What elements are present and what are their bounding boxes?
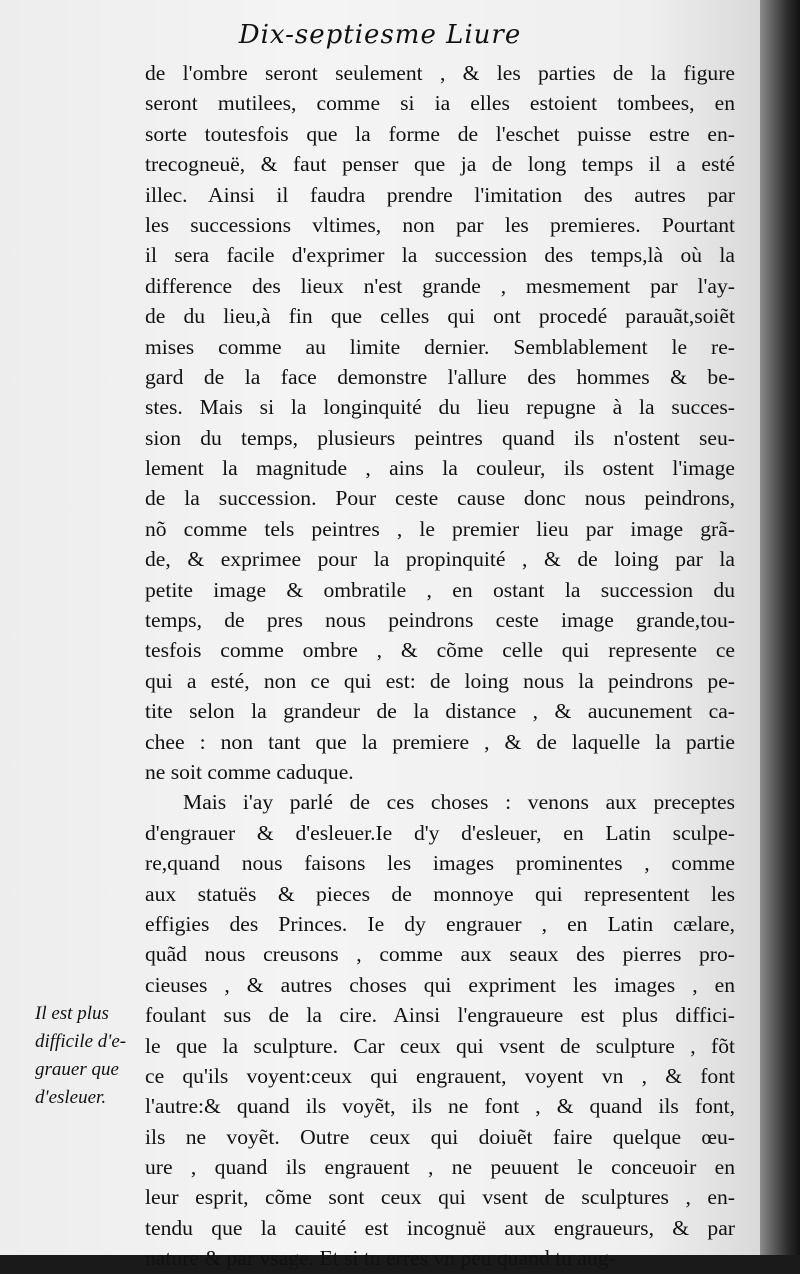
- text-line: effigies des Princes. Ie dy engrauer , en Latin cælare,: [145, 911, 735, 936]
- body-text: [145, 58, 735, 1274]
- text-line: lement la magnitude , ains la couleur, ils ostent l'image: [145, 456, 735, 481]
- text-line: ce qu'ils voyent:ceux qui engrauent, voyent vn , & font: [145, 1063, 735, 1088]
- text-line: l'autre:& quand ils voyẽt, ils ne font , & quand ils font,: [145, 1094, 735, 1119]
- text-line: illec. Ainsi il faudra prendre l'imitation des autres par: [145, 182, 735, 207]
- text-line: chee : non tant que la premiere , & de laquelle la partie: [145, 729, 735, 754]
- text-line: foulant sus de la cire. Ainsi l'engraueure est plus diffici-: [145, 1003, 735, 1028]
- margin-note-line: d'esleuer.: [35, 1087, 107, 1108]
- text-line: stes. Mais si la longinquité du lieu repugne à la succes-: [145, 395, 735, 420]
- margin-note-line: Il est plus: [35, 1003, 109, 1024]
- text-line: nõ comme tels peintres , le premier lieu par image grã-: [145, 516, 735, 541]
- text-line: nature & par vsage. Et si tu erres vn peu quand tu aug-: [145, 1246, 616, 1271]
- text-line: difference des lieux n'est grande , mesmement par l'ay-: [145, 273, 735, 298]
- text-line: ne soit comme caduque.: [145, 759, 354, 784]
- text-line: Mais i'ay parlé de ces choses : venons aux preceptes: [183, 790, 735, 815]
- text-line: sorte toutesfois que la forme de l'eschet puisse estre en-: [145, 121, 735, 146]
- text-line: ure , quand ils engrauent , ne peuuent le conceuoir en: [145, 1155, 735, 1180]
- text-line: aux statuës & pieces de monnoye qui representent les: [145, 881, 735, 906]
- text-line: leur esprit, cõme sont ceux qui vsent de sculptures , en-: [145, 1185, 735, 1210]
- text-line: de du lieu,à fin que celles qui ont procedé parauãt,soiẽt: [145, 304, 735, 329]
- text-line: temps, de pres nous peindrons ceste image grande,tou-: [145, 608, 735, 633]
- margin-note-line: grauer que: [35, 1059, 119, 1080]
- text-line: il sera facile d'exprimer la succession des temps,là où la: [145, 243, 735, 268]
- running-title: Dix-septiesme Liure: [238, 20, 522, 50]
- text-line: d'engrauer & d'esleuer.Ie d'y d'esleuer, en Latin sculpe-: [145, 820, 735, 845]
- text-line: trecogneuë, & faut penser que ja de long temps il a esté: [145, 152, 735, 177]
- text-line: de l'ombre seront seulement , & les parties de la figure: [145, 61, 735, 85]
- text-line: re,quand nous faisons les images prominentes , comme: [145, 851, 735, 876]
- text-line: de la succession. Pour ceste cause donc nous peindrons,: [145, 486, 735, 511]
- text-line: petite image & ombratile , en ostant la succession du: [145, 577, 735, 602]
- text-line: mises comme au limite dernier. Semblablement le re-: [145, 334, 735, 359]
- text-line: ils ne voyẽt. Outre ceux qui doiuẽt faire quelque œu-: [145, 1124, 735, 1149]
- text-line: cieuses , & autres choses qui expriment les images , en: [145, 972, 735, 997]
- text-line: le que la sculpture. Car ceux qui vsent de sculpture , fõt: [145, 1033, 735, 1058]
- text-line: sion du temps, plusieurs peintres quand ils n'ostent seu-: [145, 425, 735, 450]
- text-line: de, & exprimee pour la propinquité , & de loing par la: [145, 547, 735, 572]
- text-line: tite selon la grandeur de la distance , & aucunement ca-: [145, 699, 735, 724]
- text-line: qui a esté, non ce qui est: de loing nous la peindrons pe-: [145, 668, 735, 693]
- text-line: seront mutilees, comme si ia elles estoient tombees, en: [145, 91, 735, 116]
- text-line: gard de la face demonstre l'allure des hommes & be-: [145, 364, 735, 389]
- text-line: quãd nous creusons , comme aux seaux des pierres pro-: [145, 942, 735, 967]
- text-line: tendu que la cauité est incognuë aux engraueurs, & par: [145, 1215, 735, 1240]
- text-line: les successions vltimes, non par les premieres. Pourtant: [145, 212, 735, 237]
- margin-note: [35, 1000, 150, 1112]
- text-line: tesfois comme ombre , & cõme celle qui represente ce: [145, 638, 735, 663]
- page-edge: [760, 0, 800, 1255]
- margin-note-line: difficile d'e-: [35, 1031, 127, 1052]
